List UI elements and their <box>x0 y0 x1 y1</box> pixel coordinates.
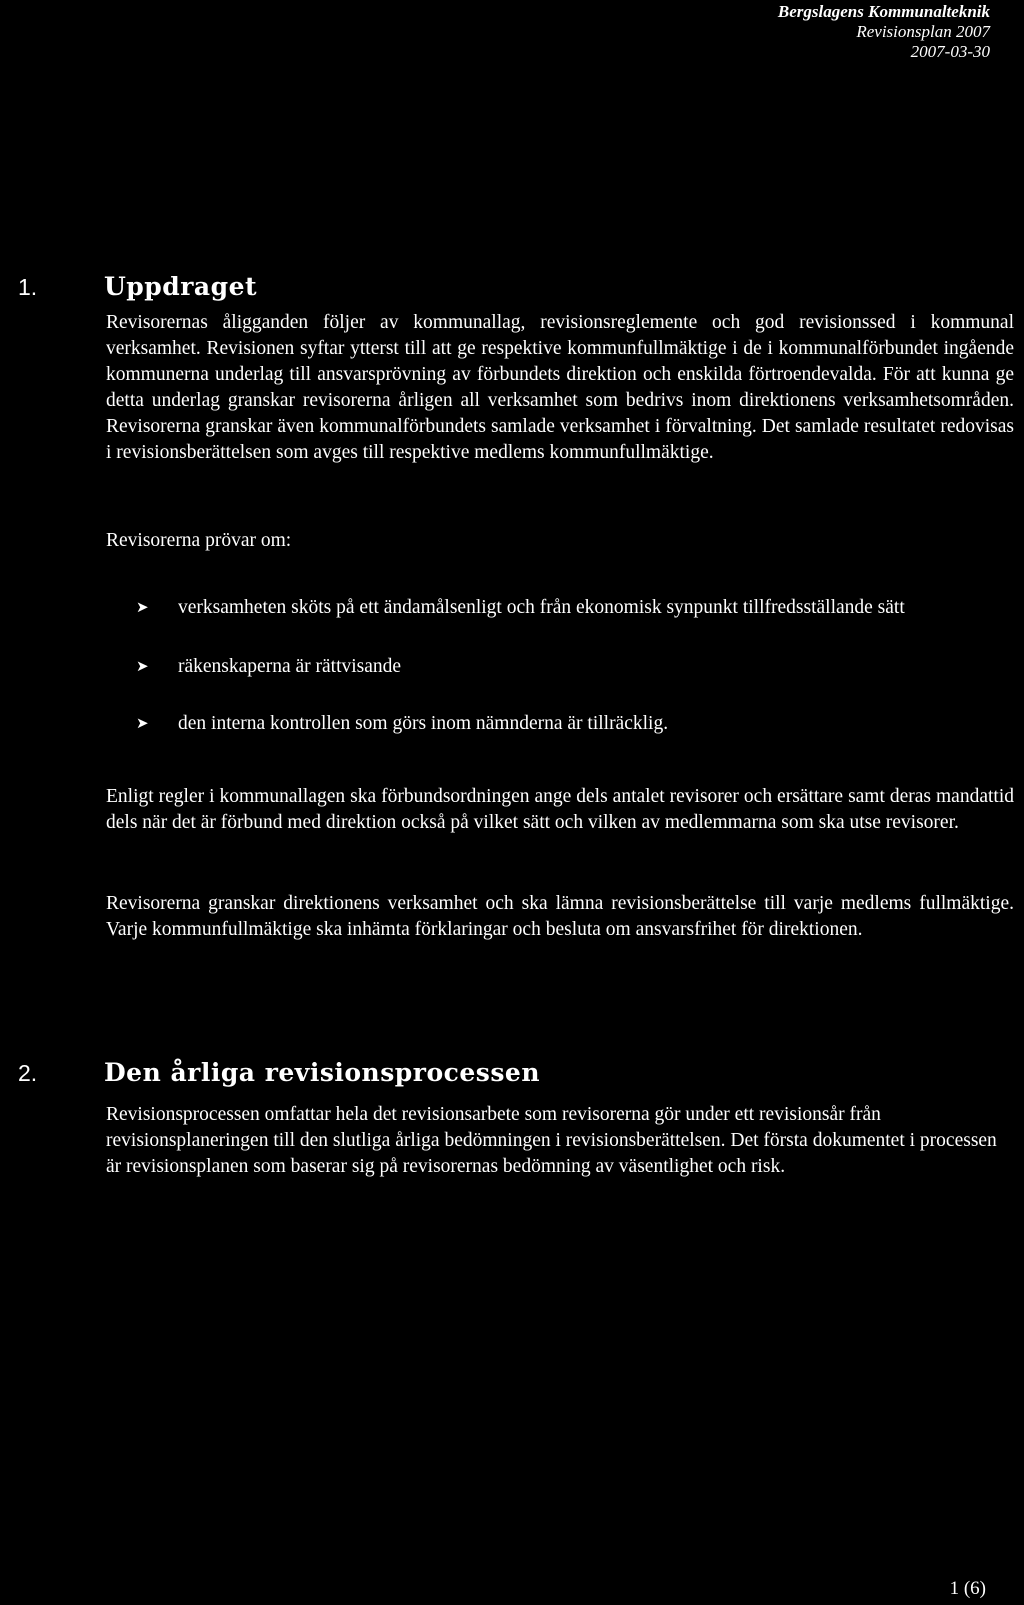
header-document-title: Revisionsplan 2007 <box>856 22 990 41</box>
arrow-bullet-icon: ➤ <box>136 598 149 616</box>
section-1-paragraph-3: Revisorerna granskar direktionens verksamhet och ska lämna revisionsberättelse till varje medlems fullmäktige. Varje kommunfullmäktige ska inhämta förklaringar och besluta om ansvarsfrihet för direktionen. <box>106 893 1014 940</box>
section-1-intro: Revisorerna prövar om: <box>106 530 292 551</box>
arrow-bullet-icon: ➤ <box>136 714 149 732</box>
criteria-list-item <box>136 654 1014 679</box>
criteria-text: räkenskaperna är rättvisande <box>178 656 402 677</box>
section-1-paragraph-2: Enligt regler i kommunallagen ska förbundsordningen ange dels antalet revisorer och ersättare samt deras mandattid dels när det är förbund med direktion också på vilket sätt och vilken av medlemmarna som ska utse revisorer. <box>106 786 1014 833</box>
criteria-list-item <box>136 595 1014 620</box>
criteria-text: den interna kontrollen som görs inom nämnderna är tillräcklig. <box>178 713 669 734</box>
header-date: 2007-03-30 <box>910 42 990 61</box>
criteria-text: verksamheten sköts på ett ändamålsenligt och från ekonomisk synpunkt tillfredsställande sätt <box>178 597 905 618</box>
criteria-list-item <box>136 711 1014 736</box>
document-header <box>778 2 990 62</box>
section-2-number: 2. <box>18 1060 38 1086</box>
page-number: 1 (6) <box>949 1578 986 1599</box>
section-1-heading <box>18 272 257 301</box>
arrow-bullet-icon: ➤ <box>136 657 149 675</box>
section-1-paragraph-1: Revisorernas åligganden följer av kommunallag, revisionsreglemente och god revisionssed i kommunal verksamhet. Revisionen syftar ytterst till att ge respektive kommunfullmäktige i de i kommunalförbundet ingående kommunerna underlag till ansvarsprövning av förbundets direktion och enskilda förtroendevalda. För att kunna ge detta underlag granskar revisorerna årligen all verksamhet som bedrivs inom direktionens verksamhetsområden. Revisorerna granskar även kommunalförbundets samlade verksamhet i förvaltning. Det samlade resultatet redovisas i revisionsberättelsen som avges till respektive medlems kommunfullmäktige. <box>106 312 1014 463</box>
section-2-heading <box>18 1058 540 1087</box>
section-1-title: Uppdraget <box>104 272 258 301</box>
criteria-list <box>136 595 1014 736</box>
section-1-number: 1. <box>18 274 38 300</box>
section-2-title: Den årliga revisionsprocessen <box>104 1058 540 1087</box>
header-organization: Bergslagens Kommunalteknik <box>777 2 990 21</box>
section-2-paragraph-1: Revisionsprocessen omfattar hela det revisionsarbete som revisorerna gör under ett revisionsår från revisionsplaneringen till den slutliga årliga bedömningen i revisionsberättelsen. Det första dokumentet i processen är revisionsplanen som baserar sig på revisorernas bedömning av väsentlighet och risk. <box>106 1104 997 1177</box>
